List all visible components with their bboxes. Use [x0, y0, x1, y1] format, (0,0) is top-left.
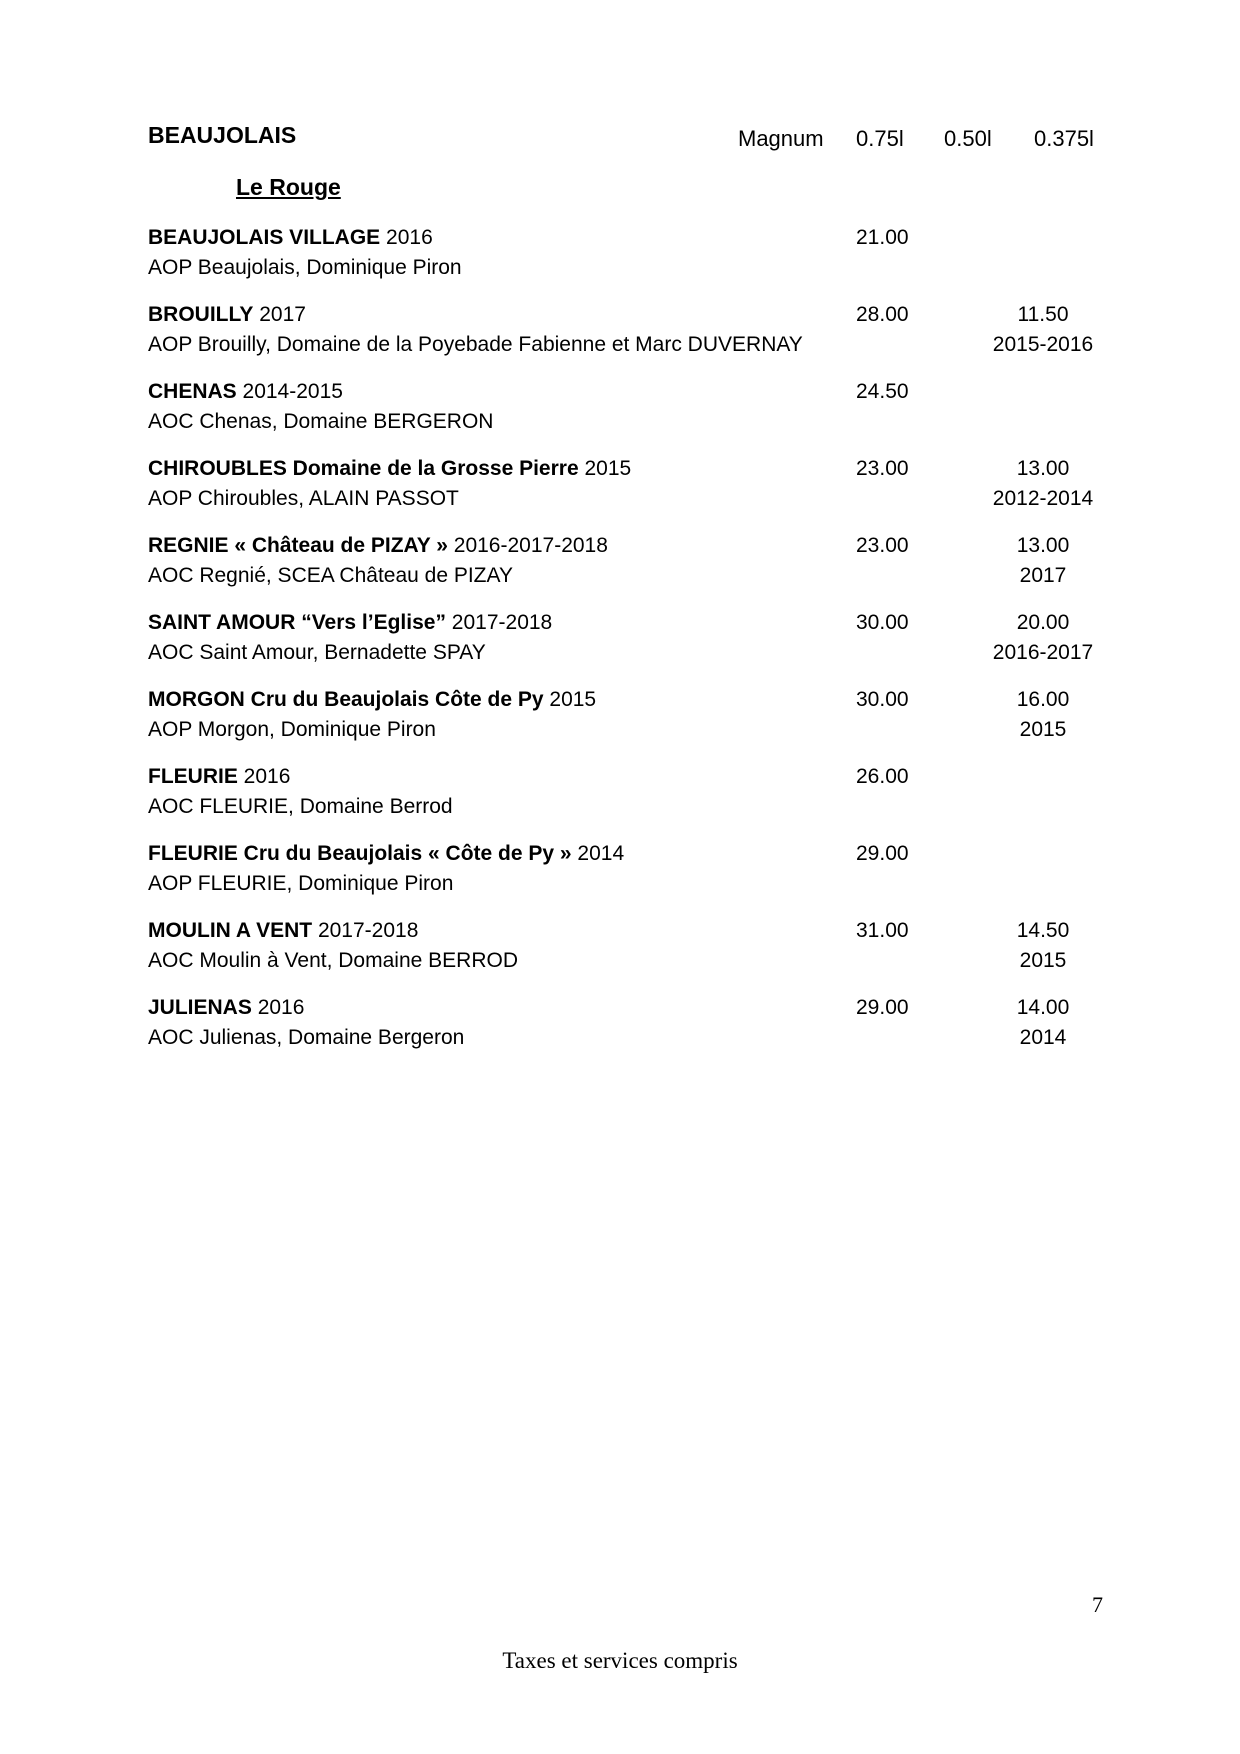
wine-vintage: 2016-2017-2018 — [447, 534, 608, 557]
wine-appellation: AOC Saint Amour, Bernadette SPAY — [148, 641, 486, 664]
subsection-title: Le Rouge — [236, 174, 341, 200]
vintage-0375: 2015 — [1019, 949, 1067, 972]
wine-vintage: 2015 — [543, 688, 597, 711]
price-0375: 13.00 — [1016, 534, 1070, 557]
wine-vintage: 2015 — [578, 457, 632, 480]
wine-appellation: AOC Chenas, Domaine BERGERON — [148, 410, 494, 433]
wine-vintage: 2017-2018 — [312, 919, 419, 942]
column-header-0375: 0.375l — [1034, 126, 1094, 151]
wine-name — [148, 842, 624, 866]
footer-note: Taxes et services compris — [502, 1648, 738, 1673]
wine-entry — [0, 226, 1240, 288]
section-title: BEAUJOLAIS — [148, 122, 297, 148]
wine-vintage: 2016 — [380, 226, 433, 249]
vintage-0375: 2017 — [1019, 564, 1067, 587]
column-header-magnum: Magnum — [738, 126, 824, 151]
price-0375: 20.00 — [1016, 611, 1070, 634]
wine-name-bold: JULIENAS — [148, 996, 252, 1019]
wine-vintage: 2014-2015 — [236, 380, 343, 403]
vintage-0375: 2012-2014 — [992, 487, 1094, 510]
wine-name — [148, 380, 343, 404]
wine-name-bold: MOULIN A VENT — [148, 919, 313, 942]
price-075: 26.00 — [856, 765, 909, 788]
price-075: 30.00 — [856, 611, 909, 634]
wine-name-bold: FLEURIE Cru du Beaujolais « Côte de Py » — [148, 842, 572, 865]
wine-vintage: 2017-2018 — [445, 611, 553, 634]
wine-entry — [0, 765, 1240, 827]
wine-entry — [0, 996, 1240, 1058]
column-header-075: 0.75l — [856, 126, 904, 151]
wine-appellation: AOP Brouilly, Domaine de la Poyebade Fabienne et Marc DUVERNAY — [148, 333, 803, 356]
wine-name — [148, 226, 433, 250]
wine-name — [148, 457, 631, 481]
price-075: 21.00 — [856, 226, 909, 249]
wine-entry — [0, 534, 1240, 596]
price-0375: 11.50 — [1017, 303, 1069, 326]
wine-name-bold: BROUILLY — [148, 303, 254, 326]
wine-appellation: AOC FLEURIE, Domaine Berrod — [148, 795, 453, 818]
price-075: 23.00 — [856, 534, 909, 557]
wine-name — [148, 996, 304, 1020]
vintage-0375: 2015 — [1019, 718, 1067, 741]
wine-name — [148, 688, 596, 712]
wine-name-bold: CHIROUBLES Domaine de la Grosse Pierre — [148, 457, 579, 480]
wine-vintage: 2016 — [237, 765, 291, 788]
price-075: 29.00 — [856, 842, 909, 865]
wine-appellation: AOC Regnié, SCEA Château de PIZAY — [148, 564, 513, 587]
wine-appellation: AOC Moulin à Vent, Domaine BERROD — [148, 949, 518, 972]
wine-name-bold: MORGON Cru du Beaujolais Côte de Py — [148, 688, 544, 711]
wine-name — [148, 765, 290, 789]
price-075: 28.00 — [856, 303, 909, 326]
wine-name-bold: REGNIE « Château de PIZAY » — [148, 534, 448, 557]
wine-entry — [0, 457, 1240, 519]
price-0375: 14.00 — [1016, 996, 1070, 1019]
wine-name — [148, 611, 552, 635]
column-header-050: 0.50l — [944, 126, 992, 151]
price-075: 31.00 — [856, 919, 909, 942]
wine-name — [148, 303, 306, 327]
wine-appellation: AOC Julienas, Domaine Bergeron — [148, 1026, 465, 1049]
wine-name-bold: SAINT AMOUR “Vers l’Eglise” — [148, 611, 446, 634]
wine-name — [148, 534, 608, 558]
wine-vintage: 2014 — [571, 842, 625, 865]
price-075: 29.00 — [856, 996, 909, 1019]
vintage-0375: 2014 — [1019, 1026, 1067, 1049]
price-0375: 16.00 — [1016, 688, 1070, 711]
wine-entry — [0, 688, 1240, 750]
wine-appellation: AOP Beaujolais, Dominique Piron — [148, 256, 462, 279]
wine-entry — [0, 919, 1240, 981]
wine-name-bold: BEAUJOLAIS VILLAGE — [148, 226, 381, 249]
price-075: 24.50 — [856, 380, 909, 403]
wine-entry — [0, 380, 1240, 442]
price-075: 30.00 — [856, 688, 909, 711]
wine-entry — [0, 611, 1240, 673]
price-0375: 14.50 — [1016, 919, 1070, 942]
wine-name-bold: FLEURIE — [148, 765, 238, 788]
page-number: 7 — [1092, 1592, 1103, 1617]
vintage-0375: 2015-2016 — [992, 333, 1094, 356]
vintage-0375: 2016-2017 — [992, 641, 1094, 664]
wine-appellation: AOP Morgon, Dominique Piron — [148, 718, 436, 741]
wine-vintage: 2016 — [251, 996, 305, 1019]
wine-name — [148, 919, 418, 943]
price-075: 23.00 — [856, 457, 909, 480]
wine-entry — [0, 303, 1240, 365]
wine-entry — [0, 842, 1240, 904]
price-0375: 13.00 — [1016, 457, 1070, 480]
wine-name-bold: CHENAS — [148, 380, 237, 403]
wine-vintage: 2017 — [253, 303, 306, 326]
wine-appellation: AOP FLEURIE, Dominique Piron — [148, 872, 454, 895]
wine-appellation: AOP Chiroubles, ALAIN PASSOT — [148, 487, 459, 510]
